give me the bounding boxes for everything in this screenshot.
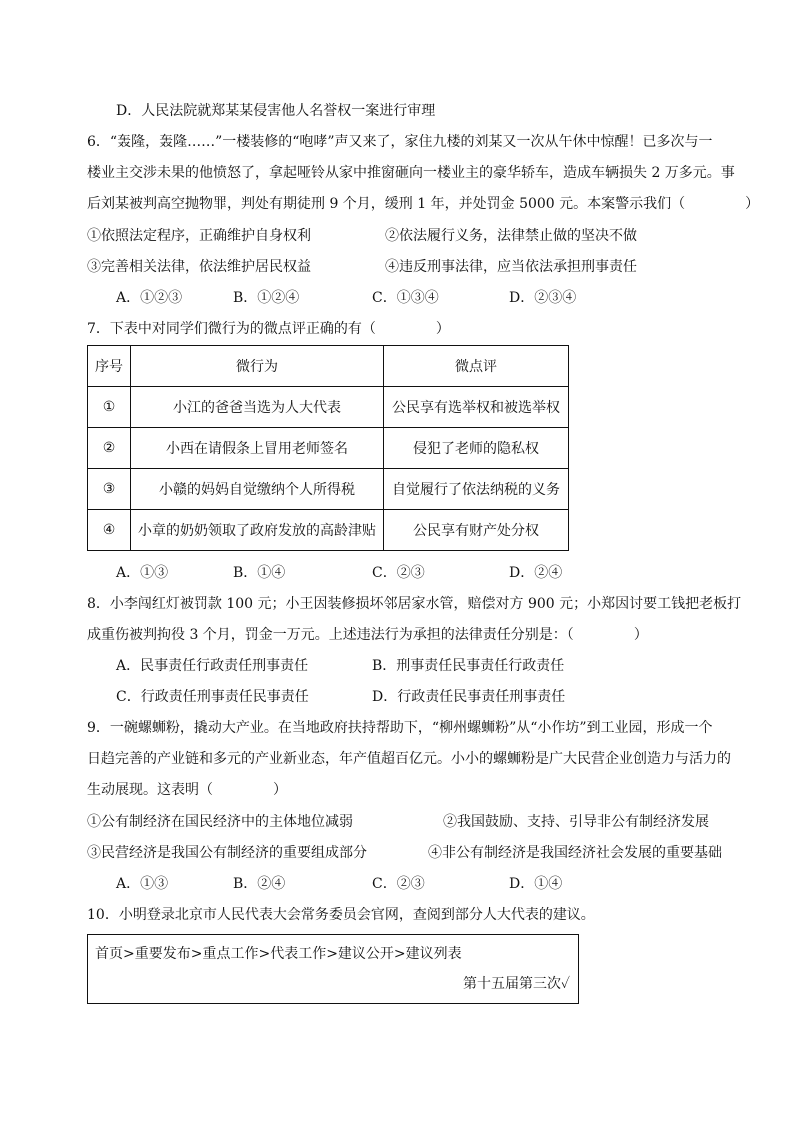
q6-item-3: ③完善相关法律，依法维护居民权益 — [87, 259, 311, 275]
q9-option-c: C．②③ — [372, 876, 425, 892]
q8-option-a: A．民事责任行政责任刑事责任 — [116, 658, 309, 674]
q6-item-2: ②依法履行义务，法律禁止做的坚决不做 — [385, 228, 637, 244]
q6-stem-end: ） — [745, 196, 760, 212]
table-cell: 小江的爸爸当选为人大代表 — [131, 387, 384, 428]
table-cell: 公民享有选举权和被选举权 — [384, 387, 569, 428]
table-header-cell: 微行为 — [131, 346, 384, 387]
q7-option-c: C．②③ — [372, 565, 425, 581]
table-cell: 小西在请假条上冒用老师签名 — [131, 428, 384, 469]
q9-item-2: ②我国鼓励、支持、引导非公有制经济发展 — [443, 814, 709, 830]
q9-stem-line-3 — [87, 780, 287, 800]
q9-item-3: ③民营经济是我国公有制经济的重要组成部分 — [87, 845, 367, 861]
q7-option-a: A．①③ — [116, 565, 169, 581]
session-label — [463, 973, 570, 993]
table-header-row — [88, 346, 569, 387]
table-cell: ② — [88, 428, 131, 469]
q8-stem-text: 成重伤被判拘役 3 个月，罚金一万元。上述违法行为承担的法律责任分别是：（ — [87, 627, 574, 643]
q9-stem-line-2: 日趋完善的产业链和多元的产业新业态，年产值超百亿元。小小的螺蛳粉是广大民营企业创造力与活力的 — [87, 751, 731, 767]
table-cell: 自觉履行了依法纳税的义务 — [384, 469, 569, 510]
table-row — [88, 510, 569, 551]
table-cell: ④ — [88, 510, 131, 551]
table-row — [88, 469, 569, 510]
table-cell: 公民享有财产处分权 — [384, 510, 569, 551]
q6-stem-line-3 — [87, 194, 759, 214]
q8-stem-line-1: 8．小李闯红灯被罚款 100 元；小王因装修损坏邻居家水管，赔偿对方 900 元；小郑因讨要工钱把老板打 — [87, 596, 742, 612]
q9-stem-text: 生动展现。这表明（ — [87, 782, 213, 798]
q9-option-b: B．②④ — [233, 876, 286, 892]
q9-stem-end: ） — [273, 782, 287, 798]
q6-item-1: ①依照法定程序，正确维护自身权利 — [87, 228, 311, 244]
table-cell: 侵犯了老师的隐私权 — [384, 428, 569, 469]
q8-stem-line-2 — [87, 625, 648, 645]
q5-option-d: D．人民法院就郑某某侵害他人名誉权一案进行审理 — [116, 103, 436, 119]
q8-option-c: C．行政责任刑事责任民事责任 — [116, 689, 309, 705]
table-header-cell: 微点评 — [384, 346, 569, 387]
session-text: 第十五届第三次 — [462, 976, 561, 992]
q9-item-1: ①公有制经济在国民经济中的主体地位减弱 — [87, 814, 353, 830]
q6-option-a: A．①②③ — [116, 290, 183, 306]
q6-option-d: D．②③④ — [509, 290, 577, 306]
table-row — [88, 428, 569, 469]
q9-item-4: ④非公有制经济是我国经济社会发展的重要基础 — [428, 845, 722, 861]
table-cell: 小赣的妈妈自觉缴纳个人所得税 — [131, 469, 384, 510]
q9-stem-line-1: 9．一碗螺蛳粉，撬动大产业。在当地政府扶持帮助下，“柳州螺蛳粉”从“小作坊”到工业园，形成一个 — [87, 720, 713, 736]
q6-stem-text: 后刘某被判高空抛物罪，判处有期徒刑 9 个月，缓刑 1 年，并处罚金 5000 元。本案警示我们（ — [87, 196, 686, 212]
table-cell: ① — [88, 387, 131, 428]
q10-stem: 10．小明登录北京市人民代表大会常务委员会官网，查阅到部分人大代表的建议。 — [87, 907, 595, 923]
check-icon: ✓ — [560, 976, 570, 992]
q8-option-b: B．刑事责任民事责任行政责任 — [372, 658, 565, 674]
q7-option-d: D．②④ — [509, 565, 563, 581]
q6-option-c: C．①③④ — [372, 290, 439, 306]
table-cell: 小章的奶奶领取了政府发放的高龄津贴 — [131, 510, 384, 551]
table-cell: ③ — [88, 469, 131, 510]
q8-stem-end: ） — [633, 627, 648, 643]
q7-stem — [87, 319, 450, 339]
q7-stem-end: ） — [435, 321, 450, 337]
q6-option-b: B．①②④ — [233, 290, 300, 306]
q6-item-4: ④违反刑事法律，应当依法承担刑事责任 — [385, 259, 637, 275]
q9-option-a: A．①③ — [116, 876, 169, 892]
table-header-cell: 序号 — [88, 346, 131, 387]
q7-table — [87, 345, 569, 551]
q6-stem-line-2: 楼业主交涉未果的他愤怒了，拿起哑铃从家中推窗砸向一楼业主的豪华轿车，造成车辆损失 2 万多元。事 — [87, 165, 735, 181]
q8-option-d: D．行政责任民事责任刑事责任 — [372, 689, 566, 705]
breadcrumb: 首页>重要发布>重点工作>代表工作>建议公开>建议列表 — [95, 946, 462, 962]
q7-stem-text: 7．下表中对同学们微行为的微点评正确的有（ — [87, 321, 376, 337]
q10-website-box — [87, 934, 579, 1004]
q9-option-d: D．①④ — [509, 876, 563, 892]
table-row — [88, 387, 569, 428]
q7-option-b: B．①④ — [233, 565, 286, 581]
q6-stem-line-1: 6．“轰隆，轰隆……”一楼装修的“咆哮”声又来了，家住九楼的刘某又一次从午休中惊醒！已多次与一 — [87, 134, 713, 150]
